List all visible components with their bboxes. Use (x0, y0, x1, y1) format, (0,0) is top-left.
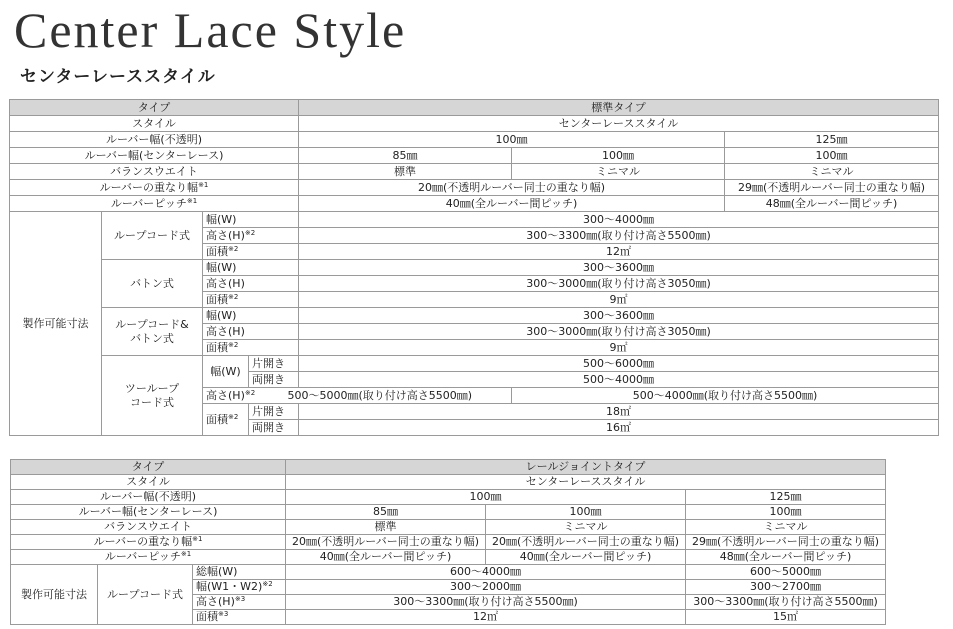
cell-value: 20㎜(不透明ルーバー同士の重なり幅) (286, 535, 486, 550)
table-row (11, 565, 886, 580)
cell-value: 18㎡ (299, 404, 939, 420)
dim-label: 面積$^{※2}$ (203, 244, 299, 260)
table-row (10, 356, 939, 372)
cell-value: 300～3000㎜(取り付け高さ3050㎜) (299, 324, 939, 340)
footnote-mark: ※1 (180, 550, 192, 558)
row-label: スタイル (11, 475, 286, 490)
opening-label: 片開き (249, 356, 299, 372)
table-row (11, 520, 886, 535)
table-row (11, 460, 886, 475)
cell-value: 48㎜(全ルーバー間ピッチ) (686, 550, 886, 565)
row-label: ルーバーピッチ$^{※1}$ (10, 196, 299, 212)
cell-value: センターレーススタイル (286, 475, 886, 490)
type-value: レールジョイントタイプ (286, 460, 886, 475)
cell-value: 500～4000㎜(取り付け高さ5500㎜) (512, 388, 939, 404)
cell-value: 標準 (286, 520, 486, 535)
footnote-mark: ※1 (192, 535, 203, 543)
row-label: ルーバー幅(不透明) (10, 132, 299, 148)
row-label: ルーバー幅(センターレース) (10, 148, 299, 164)
table-row (10, 132, 939, 148)
footnote-mark: ※2 (244, 228, 256, 237)
cell-value: 標準 (299, 164, 512, 180)
table-row (11, 490, 886, 505)
table-row (10, 180, 939, 196)
dim-label: 高さ(H) (203, 276, 299, 292)
footnote-mark: ※2 (228, 412, 239, 421)
cell-value: 20㎜(不透明ルーバー同士の重なり幅) (299, 180, 725, 196)
mechanism-label: ツーループ コード式 (102, 356, 203, 436)
dim-label: 面積$^{※2}$ (203, 292, 299, 308)
opening-label: 両開き (249, 372, 299, 388)
row-label: スタイル (10, 116, 299, 132)
spec-table-standard (9, 99, 939, 436)
footnote-mark: ※2 (244, 388, 256, 397)
spec-table-rail-joint (10, 459, 886, 625)
cell-value: 100㎜ (286, 490, 686, 505)
page-subtitle: センターレーススタイル (20, 67, 216, 87)
cell-value: 500～5000㎜(取り付け高さ5500㎜) (249, 388, 512, 404)
cell-value: 29㎜(不透明ルーバー同士の重なり幅) (725, 180, 939, 196)
row-label: バランスウエイト (10, 164, 299, 180)
cell-value: 125㎜ (686, 490, 886, 505)
opening-label: 両開き (249, 420, 299, 436)
cell-value: 48㎜(全ルーバー間ピッチ) (725, 196, 939, 212)
cell-value: 500～4000㎜ (299, 372, 939, 388)
page-title: Center Lace Style (14, 2, 407, 58)
dim-label: 幅(W1・W2)$^{※2}$ (193, 580, 286, 595)
table-row (10, 196, 939, 212)
table-row (10, 148, 939, 164)
cell-value: 300～3600㎜ (299, 260, 939, 276)
opening-label: 片開き (249, 404, 299, 420)
footnote-mark: ※2 (262, 580, 273, 588)
row-label: タイプ (10, 100, 299, 116)
cell-value: 500～6000㎜ (299, 356, 939, 372)
cell-value: 40㎜(全ルーバー間ピッチ) (486, 550, 686, 565)
table-row (11, 475, 886, 490)
dim-label: 幅(W) (203, 308, 299, 324)
mechanism-label: ループコード式 (98, 565, 193, 625)
dim-label: 面積$^{※3}$ (193, 610, 286, 625)
cell-value: 20㎜(不透明ルーバー同士の重なり幅) (486, 535, 686, 550)
dim-label: 幅(W) (203, 260, 299, 276)
table-row (11, 505, 886, 520)
row-label: バランスウエイト (11, 520, 286, 535)
dim-label: 幅(W) (203, 212, 299, 228)
table-row (10, 212, 939, 228)
row-label: ルーバーの重なり幅$^{※1}$ (10, 180, 299, 196)
cell-value: 85㎜ (286, 505, 486, 520)
cell-value: 300～3300㎜(取り付け高さ5500㎜) (686, 595, 886, 610)
cell-value: ミニマル (486, 520, 686, 535)
cell-value: 16㎡ (299, 420, 939, 436)
table-row (11, 535, 886, 550)
dim-label: 高さ$(H)^{※3}$ (193, 595, 286, 610)
row-label: タイプ (11, 460, 286, 475)
cell-value: 29㎜(不透明ルーバー同士の重なり幅) (686, 535, 886, 550)
footnote-mark: ※3 (234, 595, 246, 603)
cell-value: 9㎡ (299, 292, 939, 308)
mechanism-label: ループコード式 (102, 212, 203, 260)
cell-value: 300～3300㎜(取り付け高さ5500㎜) (286, 595, 686, 610)
mechanism-label: バトン式 (102, 260, 203, 308)
dim-label: 高さ(H) (203, 324, 299, 340)
cell-value: ミニマル (512, 164, 725, 180)
cell-value: 15㎡ (686, 610, 886, 625)
cell-value: 300～3000㎜(取り付け高さ3050㎜) (299, 276, 939, 292)
dim-label: 面積$^{※2}$ (203, 404, 249, 436)
cell-value: 100㎜ (725, 148, 939, 164)
cell-value: 300～2700㎜ (686, 580, 886, 595)
footnote-mark: ※2 (228, 244, 239, 253)
size-section-label: 製作可能寸法 (10, 212, 102, 436)
cell-value: 300～4000㎜ (299, 212, 939, 228)
footnote-mark: ※1 (198, 180, 209, 189)
footnote-mark: ※3 (218, 610, 229, 618)
table-row (10, 100, 939, 116)
type-value: 標準タイプ (299, 100, 939, 116)
table-row (10, 164, 939, 180)
table-row (10, 260, 939, 276)
cell-value: 600～4000㎜ (286, 565, 686, 580)
cell-value: センターレーススタイル (299, 116, 939, 132)
cell-value: 100㎜ (512, 148, 725, 164)
cell-value: 12㎡ (286, 610, 686, 625)
cell-value: 300～3300㎜(取り付け高さ5500㎜) (299, 228, 939, 244)
table-row (10, 116, 939, 132)
cell-value: 300～3600㎜ (299, 308, 939, 324)
cell-value: 100㎜ (486, 505, 686, 520)
size-section-label: 製作可能寸法 (11, 565, 98, 625)
cell-value: 9㎡ (299, 340, 939, 356)
row-label: ルーバーピッチ$^{※1}$ (11, 550, 286, 565)
cell-value: 300～2000㎜ (286, 580, 686, 595)
footnote-mark: ※2 (228, 292, 239, 301)
dim-label: 面積$^{※2}$ (203, 340, 299, 356)
cell-value: 85㎜ (299, 148, 512, 164)
cell-value: 40㎜(全ルーバー間ピッチ) (299, 196, 725, 212)
mechanism-label: ループコード& バトン式 (102, 308, 203, 356)
cell-value: 100㎜ (299, 132, 725, 148)
cell-value: 125㎜ (725, 132, 939, 148)
cell-value: 40㎜(全ルーバー間ピッチ) (286, 550, 486, 565)
row-label: ルーバー幅(センターレース) (11, 505, 286, 520)
cell-value: ミニマル (725, 164, 939, 180)
cell-value: ミニマル (686, 520, 886, 535)
dim-label: 幅(W) (203, 356, 249, 388)
table-row (10, 308, 939, 324)
footnote-mark: ※1 (186, 196, 198, 205)
cell-value: 12㎡ (299, 244, 939, 260)
dim-label: 高さ$(H)^{※2}$ (203, 228, 299, 244)
table-row (11, 550, 886, 565)
row-label: ルーバーの重なり幅$^{※1}$ (11, 535, 286, 550)
footnote-mark: ※2 (228, 340, 239, 349)
row-label: ルーバー幅(不透明) (11, 490, 286, 505)
cell-value: 600～5000㎜ (686, 565, 886, 580)
dim-label: 高さ$(H)^{※2}$ (203, 388, 249, 404)
cell-value: 100㎜ (686, 505, 886, 520)
dim-label: 総幅(W) (193, 565, 286, 580)
